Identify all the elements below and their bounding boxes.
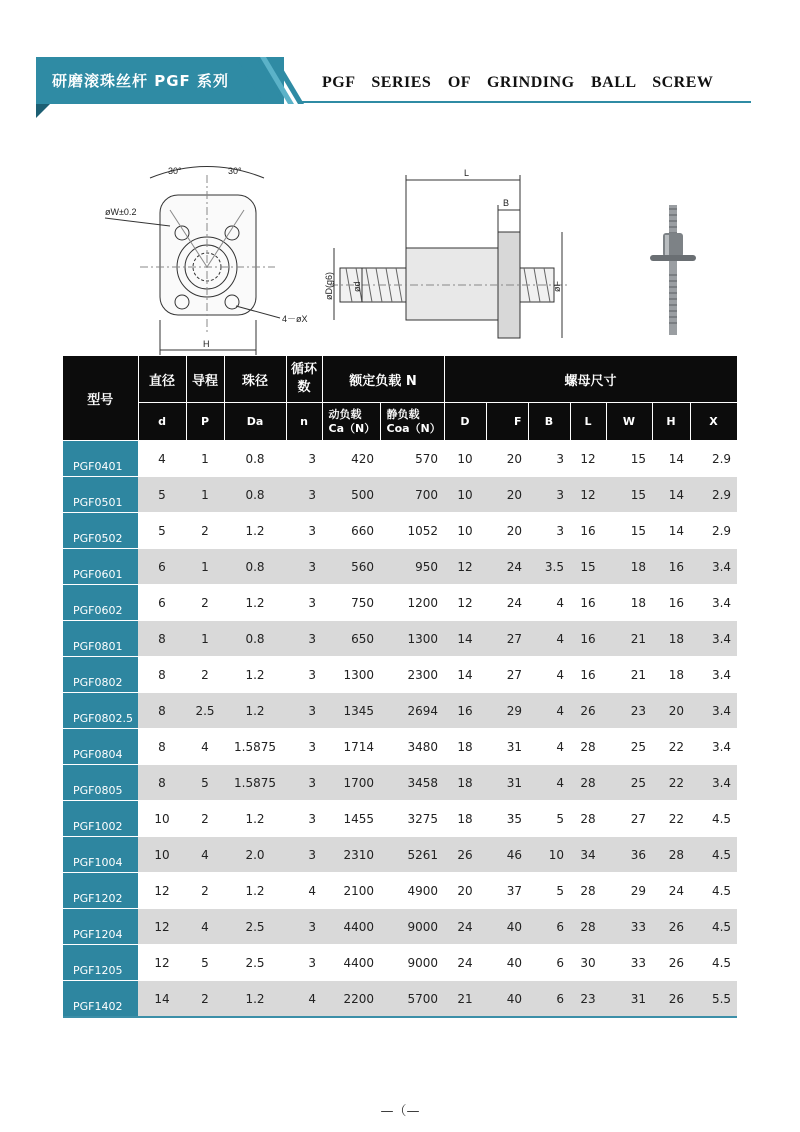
subheader-X: X bbox=[690, 403, 737, 441]
value-cell: 3 bbox=[286, 585, 322, 621]
table-row bbox=[63, 621, 737, 657]
value-cell: 2694 bbox=[380, 693, 444, 729]
value-cell: 4 bbox=[186, 837, 224, 873]
value-cell: 4 bbox=[528, 693, 570, 729]
subheader-coa-unit: Coa（N） bbox=[386, 421, 441, 435]
value-cell: 420 bbox=[322, 441, 380, 477]
value-cell: 12 bbox=[138, 873, 186, 909]
value-cell: 24 bbox=[486, 549, 528, 585]
table-row bbox=[63, 693, 737, 729]
subheader-coa-cn: 静负载 bbox=[386, 407, 420, 421]
value-cell: 22 bbox=[652, 729, 690, 765]
value-cell: 2 bbox=[186, 981, 224, 1018]
subheader-D: D bbox=[444, 403, 486, 441]
value-cell: 4 bbox=[528, 657, 570, 693]
value-cell: 1200 bbox=[380, 585, 444, 621]
value-cell: 12 bbox=[444, 549, 486, 585]
value-cell: 3 bbox=[286, 765, 322, 801]
table-row bbox=[63, 801, 737, 837]
model-cell: PGF1402 bbox=[63, 981, 138, 1018]
value-cell: 0.8 bbox=[224, 441, 286, 477]
subheader-ca-cn: 动负载 bbox=[328, 407, 362, 421]
value-cell: 2.5 bbox=[224, 945, 286, 981]
header-stripes bbox=[236, 57, 316, 105]
value-cell: 28 bbox=[570, 909, 606, 945]
value-cell: 23 bbox=[570, 981, 606, 1018]
value-cell: 14 bbox=[444, 621, 486, 657]
value-cell: 3 bbox=[286, 909, 322, 945]
value-cell: 3 bbox=[286, 621, 322, 657]
value-cell: 2.5 bbox=[224, 909, 286, 945]
value-cell: 20 bbox=[652, 693, 690, 729]
value-cell: 0.8 bbox=[224, 549, 286, 585]
value-cell: 1.2 bbox=[224, 585, 286, 621]
value-cell: 28 bbox=[570, 873, 606, 909]
value-cell: 24 bbox=[444, 945, 486, 981]
value-cell: 25 bbox=[606, 765, 652, 801]
value-cell: 5261 bbox=[380, 837, 444, 873]
value-cell: 28 bbox=[570, 801, 606, 837]
model-cell: PGF0802 bbox=[63, 657, 138, 693]
value-cell: 20 bbox=[486, 513, 528, 549]
front-view bbox=[105, 167, 280, 356]
header-title-cn: 研磨滚珠丝杆 PGF 系列 bbox=[52, 72, 229, 90]
model-cell: PGF0601 bbox=[63, 549, 138, 585]
value-cell: 18 bbox=[652, 657, 690, 693]
value-cell: 26 bbox=[570, 693, 606, 729]
table-row bbox=[63, 945, 737, 981]
product-photo bbox=[644, 205, 704, 335]
value-cell: 1.2 bbox=[224, 873, 286, 909]
value-cell: 4 bbox=[528, 621, 570, 657]
value-cell: 3 bbox=[286, 729, 322, 765]
technical-drawing bbox=[100, 150, 580, 355]
value-cell: 1714 bbox=[322, 729, 380, 765]
model-cell: PGF0804 bbox=[63, 729, 138, 765]
value-cell: 5 bbox=[186, 765, 224, 801]
table-row bbox=[63, 765, 737, 801]
value-cell: 23 bbox=[606, 693, 652, 729]
value-cell: 4 bbox=[186, 729, 224, 765]
value-cell: 3.4 bbox=[690, 693, 737, 729]
value-cell: 40 bbox=[486, 945, 528, 981]
value-cell: 3 bbox=[286, 693, 322, 729]
value-cell: 6 bbox=[528, 945, 570, 981]
model-cell: PGF0802.5 bbox=[63, 693, 138, 729]
value-cell: 2 bbox=[186, 513, 224, 549]
value-cell: 18 bbox=[606, 549, 652, 585]
subheader-B: B bbox=[528, 403, 570, 441]
value-cell: 35 bbox=[486, 801, 528, 837]
value-cell: 3 bbox=[528, 513, 570, 549]
angle-left-label: 30° bbox=[168, 166, 182, 176]
value-cell: 5 bbox=[528, 873, 570, 909]
value-cell: 2 bbox=[186, 873, 224, 909]
value-cell: 2 bbox=[186, 585, 224, 621]
value-cell: 12 bbox=[444, 585, 486, 621]
value-cell: 12 bbox=[138, 945, 186, 981]
model-cell: PGF0801 bbox=[63, 621, 138, 657]
header-title-en: PGF SERIES OF GRINDING BALL SCREW bbox=[322, 74, 714, 91]
value-cell: 2200 bbox=[322, 981, 380, 1018]
value-cell: 1.5875 bbox=[224, 765, 286, 801]
value-cell: 26 bbox=[444, 837, 486, 873]
side-view bbox=[330, 175, 570, 338]
value-cell: 4.5 bbox=[690, 909, 737, 945]
model-cell: PGF0805 bbox=[63, 765, 138, 801]
subheader-W: W bbox=[606, 403, 652, 441]
value-cell: 33 bbox=[606, 945, 652, 981]
value-cell: 8 bbox=[138, 693, 186, 729]
value-cell: 27 bbox=[486, 621, 528, 657]
value-cell: 1 bbox=[186, 477, 224, 513]
value-cell: 560 bbox=[322, 549, 380, 585]
value-cell: 18 bbox=[444, 729, 486, 765]
value-cell: 1700 bbox=[322, 765, 380, 801]
value-cell: 0.8 bbox=[224, 477, 286, 513]
value-cell: 31 bbox=[606, 981, 652, 1018]
header-nut-dims: 螺母尺寸 bbox=[444, 356, 737, 403]
value-cell: 25 bbox=[606, 729, 652, 765]
value-cell: 26 bbox=[652, 981, 690, 1018]
screw-label: ød bbox=[352, 281, 362, 292]
value-cell: 4 bbox=[528, 729, 570, 765]
value-cell: 8 bbox=[138, 729, 186, 765]
flange-dia-label: øF bbox=[552, 281, 562, 292]
value-cell: 5 bbox=[138, 513, 186, 549]
value-cell: 3 bbox=[286, 657, 322, 693]
value-cell: 2.9 bbox=[690, 477, 737, 513]
value-cell: 21 bbox=[606, 621, 652, 657]
value-cell: 700 bbox=[380, 477, 444, 513]
model-cell: PGF1204 bbox=[63, 909, 138, 945]
subheader-F: F bbox=[486, 403, 528, 441]
value-cell: 0.8 bbox=[224, 621, 286, 657]
value-cell: 20 bbox=[486, 441, 528, 477]
value-cell: 30 bbox=[570, 945, 606, 981]
value-cell: 750 bbox=[322, 585, 380, 621]
flange-label: B bbox=[503, 198, 510, 208]
table-row bbox=[63, 837, 737, 873]
table-row bbox=[63, 981, 737, 1018]
subheader-n: n bbox=[286, 403, 322, 441]
value-cell: 6 bbox=[138, 549, 186, 585]
value-cell: 15 bbox=[606, 477, 652, 513]
value-cell: 40 bbox=[486, 981, 528, 1018]
value-cell: 22 bbox=[652, 801, 690, 837]
value-cell: 3 bbox=[528, 477, 570, 513]
subheader-H: H bbox=[652, 403, 690, 441]
value-cell: 2.5 bbox=[186, 693, 224, 729]
value-cell: 3275 bbox=[380, 801, 444, 837]
bolt-label: 4－øX bbox=[282, 314, 308, 324]
value-cell: 3 bbox=[286, 477, 322, 513]
value-cell: 500 bbox=[322, 477, 380, 513]
subheader-p: P bbox=[186, 403, 224, 441]
value-cell: 3.4 bbox=[690, 549, 737, 585]
value-cell: 29 bbox=[606, 873, 652, 909]
table-row bbox=[63, 873, 737, 909]
value-cell: 3.5 bbox=[528, 549, 570, 585]
value-cell: 3.4 bbox=[690, 621, 737, 657]
value-cell: 950 bbox=[380, 549, 444, 585]
value-cell: 1.5875 bbox=[224, 729, 286, 765]
value-cell: 6 bbox=[528, 909, 570, 945]
value-cell: 5.5 bbox=[690, 981, 737, 1018]
model-cell: PGF0401 bbox=[63, 441, 138, 477]
value-cell: 1455 bbox=[322, 801, 380, 837]
page-footer: —（— bbox=[380, 1104, 420, 1119]
value-cell: 28 bbox=[652, 837, 690, 873]
value-cell: 12 bbox=[570, 477, 606, 513]
value-cell: 34 bbox=[570, 837, 606, 873]
value-cell: 33 bbox=[606, 909, 652, 945]
value-cell: 40 bbox=[486, 909, 528, 945]
hole-label: øW±0.2 bbox=[105, 207, 137, 217]
value-cell: 8 bbox=[138, 657, 186, 693]
value-cell: 14 bbox=[138, 981, 186, 1018]
header-shaft-dia: 直径 bbox=[138, 356, 186, 403]
table-row bbox=[63, 729, 737, 765]
value-cell: 2 bbox=[186, 801, 224, 837]
diameter-label: øD(g6) bbox=[324, 271, 334, 300]
value-cell: 3.4 bbox=[690, 729, 737, 765]
value-cell: 4 bbox=[286, 981, 322, 1018]
value-cell: 1.2 bbox=[224, 981, 286, 1018]
value-cell: 18 bbox=[444, 765, 486, 801]
value-cell: 3 bbox=[286, 549, 322, 585]
value-cell: 2100 bbox=[322, 873, 380, 909]
table-row bbox=[63, 549, 737, 585]
value-cell: 8 bbox=[138, 621, 186, 657]
value-cell: 16 bbox=[570, 657, 606, 693]
value-cell: 21 bbox=[444, 981, 486, 1018]
value-cell: 16 bbox=[444, 693, 486, 729]
value-cell: 5 bbox=[186, 945, 224, 981]
table-row bbox=[63, 585, 737, 621]
value-cell: 4.5 bbox=[690, 873, 737, 909]
value-cell: 10 bbox=[138, 801, 186, 837]
value-cell: 4.5 bbox=[690, 801, 737, 837]
value-cell: 4 bbox=[528, 765, 570, 801]
value-cell: 6 bbox=[528, 981, 570, 1018]
value-cell: 16 bbox=[570, 585, 606, 621]
value-cell: 31 bbox=[486, 729, 528, 765]
table-row bbox=[63, 513, 737, 549]
value-cell: 2310 bbox=[322, 837, 380, 873]
value-cell: 660 bbox=[322, 513, 380, 549]
subheader-da: Da bbox=[224, 403, 286, 441]
value-cell: 36 bbox=[606, 837, 652, 873]
model-cell: PGF0502 bbox=[63, 513, 138, 549]
spec-table bbox=[63, 356, 738, 1018]
value-cell: 6 bbox=[138, 585, 186, 621]
value-cell: 3 bbox=[286, 945, 322, 981]
spec-table-body bbox=[63, 441, 737, 1018]
model-cell: PGF1002 bbox=[63, 801, 138, 837]
value-cell: 2 bbox=[186, 657, 224, 693]
value-cell: 1.2 bbox=[224, 801, 286, 837]
value-cell: 29 bbox=[486, 693, 528, 729]
value-cell: 3458 bbox=[380, 765, 444, 801]
value-cell: 3 bbox=[286, 837, 322, 873]
value-cell: 15 bbox=[606, 441, 652, 477]
header-circuits: 循环数 bbox=[286, 356, 322, 403]
value-cell: 9000 bbox=[380, 945, 444, 981]
header-model: 型号 bbox=[63, 356, 138, 441]
value-cell: 5 bbox=[138, 477, 186, 513]
value-cell: 650 bbox=[322, 621, 380, 657]
value-cell: 4400 bbox=[322, 945, 380, 981]
value-cell: 1300 bbox=[322, 657, 380, 693]
value-cell: 16 bbox=[570, 621, 606, 657]
value-cell: 14 bbox=[652, 441, 690, 477]
value-cell: 10 bbox=[138, 837, 186, 873]
value-cell: 14 bbox=[652, 513, 690, 549]
header-lead: 导程 bbox=[186, 356, 224, 403]
value-cell: 16 bbox=[652, 549, 690, 585]
value-cell: 14 bbox=[652, 477, 690, 513]
value-cell: 1 bbox=[186, 549, 224, 585]
value-cell: 1 bbox=[186, 441, 224, 477]
table-row bbox=[63, 477, 737, 513]
value-cell: 18 bbox=[444, 801, 486, 837]
subheader-coa bbox=[380, 403, 444, 441]
value-cell: 37 bbox=[486, 873, 528, 909]
value-cell: 3.4 bbox=[690, 585, 737, 621]
value-cell: 4 bbox=[528, 585, 570, 621]
value-cell: 4 bbox=[186, 909, 224, 945]
value-cell: 27 bbox=[486, 657, 528, 693]
value-cell: 1.2 bbox=[224, 657, 286, 693]
table-row bbox=[63, 441, 737, 477]
value-cell: 31 bbox=[486, 765, 528, 801]
value-cell: 3.4 bbox=[690, 765, 737, 801]
value-cell: 21 bbox=[606, 657, 652, 693]
value-cell: 15 bbox=[570, 549, 606, 585]
value-cell: 2.9 bbox=[690, 513, 737, 549]
value-cell: 3 bbox=[528, 441, 570, 477]
model-cell: PGF0602 bbox=[63, 585, 138, 621]
value-cell: 18 bbox=[652, 621, 690, 657]
model-cell: PGF1004 bbox=[63, 837, 138, 873]
value-cell: 3 bbox=[286, 513, 322, 549]
header-rule bbox=[300, 101, 751, 103]
value-cell: 3 bbox=[286, 801, 322, 837]
header-load: 额定负载 N bbox=[322, 356, 444, 403]
value-cell: 2.9 bbox=[690, 441, 737, 477]
value-cell: 4 bbox=[286, 873, 322, 909]
table-row bbox=[63, 909, 737, 945]
value-cell: 24 bbox=[486, 585, 528, 621]
value-cell: 5 bbox=[528, 801, 570, 837]
value-cell: 1.2 bbox=[224, 513, 286, 549]
value-cell: 10 bbox=[444, 477, 486, 513]
value-cell: 10 bbox=[444, 441, 486, 477]
value-cell: 570 bbox=[380, 441, 444, 477]
value-cell: 3.4 bbox=[690, 657, 737, 693]
value-cell: 46 bbox=[486, 837, 528, 873]
table-row bbox=[63, 657, 737, 693]
value-cell: 4.5 bbox=[690, 837, 737, 873]
value-cell: 5700 bbox=[380, 981, 444, 1018]
value-cell: 27 bbox=[606, 801, 652, 837]
subheader-d: d bbox=[138, 403, 186, 441]
value-cell: 1052 bbox=[380, 513, 444, 549]
header-fold bbox=[36, 104, 50, 118]
value-cell: 28 bbox=[570, 765, 606, 801]
value-cell: 9000 bbox=[380, 909, 444, 945]
value-cell: 12 bbox=[570, 441, 606, 477]
value-cell: 26 bbox=[652, 945, 690, 981]
value-cell: 12 bbox=[138, 909, 186, 945]
angle-right-label: 30° bbox=[228, 166, 242, 176]
value-cell: 28 bbox=[570, 729, 606, 765]
value-cell: 8 bbox=[138, 765, 186, 801]
value-cell: 22 bbox=[652, 765, 690, 801]
value-cell: 1.2 bbox=[224, 693, 286, 729]
value-cell: 4.5 bbox=[690, 945, 737, 981]
value-cell: 4900 bbox=[380, 873, 444, 909]
value-cell: 10 bbox=[528, 837, 570, 873]
value-cell: 24 bbox=[444, 909, 486, 945]
value-cell: 4400 bbox=[322, 909, 380, 945]
value-cell: 1 bbox=[186, 621, 224, 657]
length-label: L bbox=[464, 168, 470, 178]
value-cell: 4 bbox=[138, 441, 186, 477]
value-cell: 1345 bbox=[322, 693, 380, 729]
height-label: H bbox=[203, 339, 210, 349]
value-cell: 20 bbox=[444, 873, 486, 909]
value-cell: 15 bbox=[606, 513, 652, 549]
value-cell: 10 bbox=[444, 513, 486, 549]
value-cell: 2300 bbox=[380, 657, 444, 693]
value-cell: 3480 bbox=[380, 729, 444, 765]
model-cell: PGF1202 bbox=[63, 873, 138, 909]
model-cell: PGF0501 bbox=[63, 477, 138, 513]
header-ball-dia: 珠径 bbox=[224, 356, 286, 403]
value-cell: 1300 bbox=[380, 621, 444, 657]
subheader-ca bbox=[322, 403, 380, 441]
value-cell: 24 bbox=[652, 873, 690, 909]
subheader-ca-unit: Ca（N） bbox=[328, 421, 376, 435]
value-cell: 18 bbox=[606, 585, 652, 621]
value-cell: 26 bbox=[652, 909, 690, 945]
value-cell: 16 bbox=[652, 585, 690, 621]
subheader-L: L bbox=[570, 403, 606, 441]
value-cell: 20 bbox=[486, 477, 528, 513]
value-cell: 3 bbox=[286, 441, 322, 477]
value-cell: 16 bbox=[570, 513, 606, 549]
model-cell: PGF1205 bbox=[63, 945, 138, 981]
value-cell: 2.0 bbox=[224, 837, 286, 873]
value-cell: 14 bbox=[444, 657, 486, 693]
